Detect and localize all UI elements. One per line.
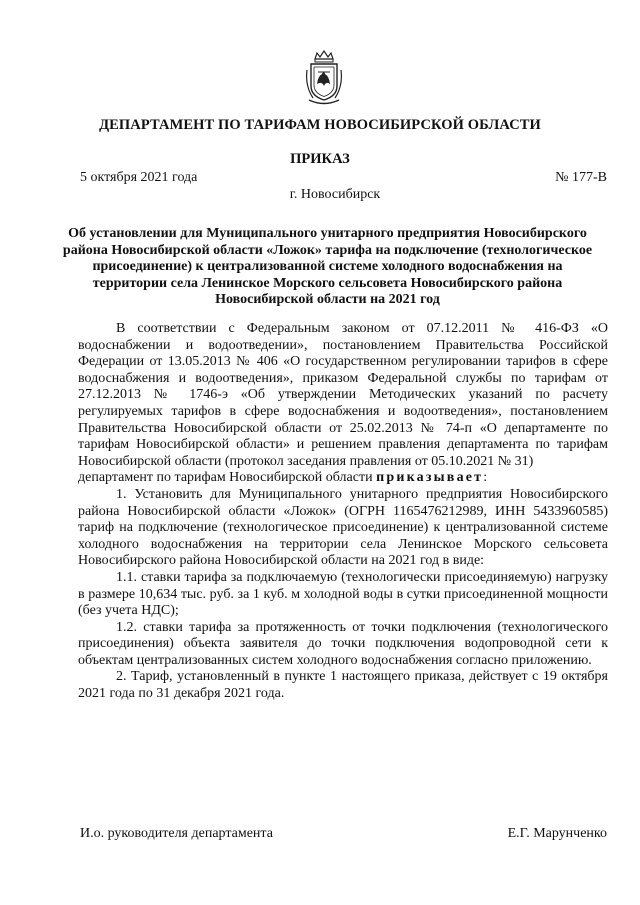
order-body — [78, 321, 608, 703]
department-name: ДЕПАРТАМЕНТ ПО ТАРИФАМ НОВОСИБИРСКОЙ ОБЛАСТИ — [99, 117, 541, 133]
order-title: ПРИКАЗ — [290, 151, 350, 167]
order-city: г. Новосибирск — [289, 187, 381, 202]
signer-title: И.о. руководителя департамента — [80, 826, 273, 841]
order-number: № 177-В — [555, 170, 607, 185]
coat-of-arms-icon — [303, 50, 345, 108]
item-1-2-paragraph: 1.2. ставки тарифа за протяженность от точки подключения (технологического присоединения) объекта заявителя до точки подключения водопроводной сети к объектам централизованных систем холодного водоснабжения согласно приложению. — [78, 619, 608, 668]
item-1-1-paragraph: 1.1. ставки тарифа за подключаемую (технологически присоединяемую) нагрузку в размере 10,634 тыс. руб. за 1 куб. м холодной воды в сутки присоединенной мощности (без учета НДС); — [78, 569, 608, 619]
order-line — [78, 470, 608, 487]
order-line-keyword: приказывает — [376, 470, 484, 486]
order-line-suffix: : — [483, 470, 488, 486]
order-line-prefix: департамент по тарифам Новосибирской области — [78, 470, 377, 486]
item-2-paragraph: 2. Тариф, установленный в пункте 1 настоящего приказа, действует с 19 октября 2021 года по 31 декабря 2021 года. — [78, 669, 608, 702]
preamble-paragraph: В соответствии с Федеральным законом от 07.12.2011 № 416-ФЗ «О водоснабжении и водоотведении», постановлением Правительства Российской Федерации от 13.05.2013 № 406 «О государственном регулировании тарифов в сфере водоснабжения и водоотведения», приказом Федеральной службы по тарифам от 27.12.2013 № 1746-э «Об утверждении Методических указаний по расчету регулируемых тарифов в сфере водоснабжения и водоотведения», постановлением Правительства Новосибирской области от 25.02.2013 № 74-п «О департаменте по тарифам Новосибирской области» и решением правления департамента по тарифам Новосибирской области (протокол заседания правления от 05.10.2021 № 31) — [78, 321, 608, 469]
signer-name: Е.Г. Марунченко — [507, 826, 607, 841]
item-1-paragraph: 1. Установить для Муниципального унитарного предприятия Новосибирского района Новосибирской области «Ложок» (ОГРН 1165476212989, ИНН 5433960585) тариф на подключение (технологическое присоединение) к централизованной системе холодного водоснабжения на территории села Ленинское Морского сельсовета Новосибирского района Новосибирской области на 2021 год в виде: — [78, 486, 608, 569]
order-date: 5 октября 2021 года — [80, 170, 198, 185]
order-subject: Об установлении для Муниципального унитарного предприятия Новосибирского района Новосибирской области «Ложок» тарифа на подключение (технологическое присоединение) к централизованной системе холодного водоснабжения на территории села Ленинское Морского сельсовета Новосибирского района Новосибирской области на 2021 год — [62, 226, 593, 308]
